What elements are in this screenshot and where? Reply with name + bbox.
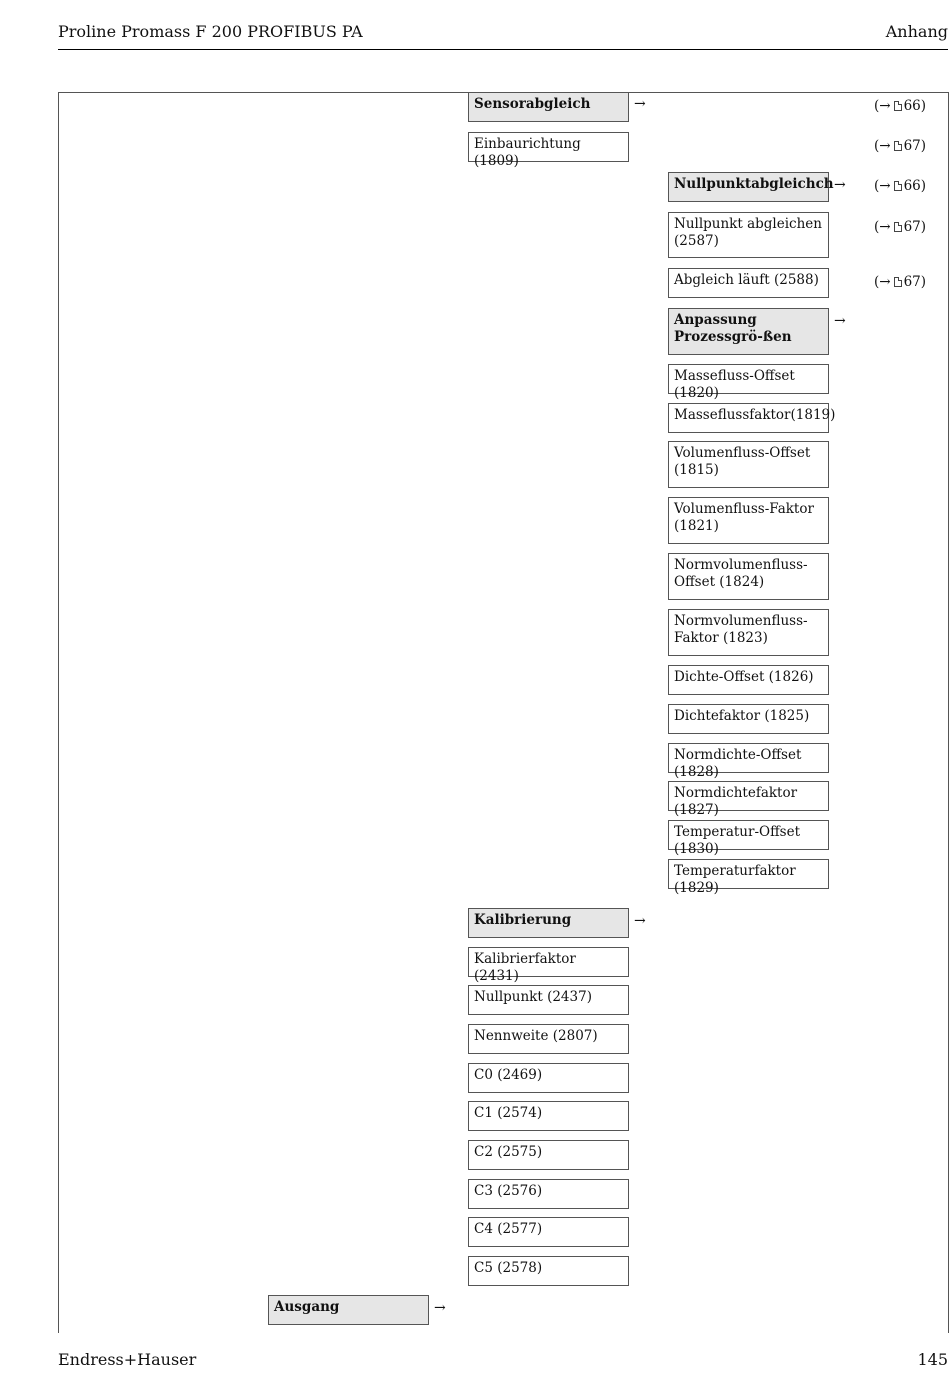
ref-prefix: (→ [874, 178, 891, 194]
param-c4[interactable]: C4 (2577) [468, 1217, 629, 1247]
param-dichte-offset[interactable]: Dichte-Offset (1826) [668, 665, 829, 695]
menu-kalibrierung[interactable]: Kalibrierung [468, 908, 629, 938]
param-temperatur-offset[interactable]: Temperatur-Offset (1830) [668, 820, 829, 850]
menu-ausgang[interactable]: Ausgang [268, 1295, 429, 1325]
param-normvolumenfluss-offset[interactable]: Normvolumenfluss-Offset (1824) [668, 553, 829, 600]
arrow-right-icon: → [634, 96, 646, 112]
param-nennweite[interactable]: Nennweite (2807) [468, 1024, 629, 1054]
param-nullpunkt[interactable]: Nullpunkt (2437) [468, 985, 629, 1015]
arrow-right-icon: → [834, 313, 846, 329]
param-kalibrierfaktor[interactable]: Kalibrierfaktor (2431) [468, 947, 629, 977]
ref-prefix: (→ [874, 98, 891, 114]
page-ref-abgleich-laeuft[interactable] [874, 274, 926, 290]
param-volumenfluss-offset[interactable]: Volumenfluss-Offset (1815) [668, 441, 829, 488]
param-abgleich-laeuft[interactable]: Abgleich läuft (2588) [668, 268, 829, 298]
page-icon [894, 277, 902, 287]
ref-prefix: (→ [874, 219, 891, 235]
param-temperaturfaktor[interactable]: Temperaturfaktor (1829) [668, 859, 829, 889]
ref-prefix: (→ [874, 138, 891, 154]
menu-anpassung-prozessgroessen[interactable]: Anpassung Prozessgrö-ßen [668, 308, 829, 355]
menu-nullpunktabgleich[interactable]: Nullpunktabgleichch [668, 172, 829, 202]
param-volumenfluss-faktor[interactable]: Volumenfluss-Faktor (1821) [668, 497, 829, 544]
page-ref-nullpunktabgleich[interactable] [874, 178, 926, 194]
ref-page: 67) [903, 219, 927, 235]
ref-prefix: (→ [874, 274, 891, 290]
param-dichtefaktor[interactable]: Dichtefaktor (1825) [668, 704, 829, 734]
page-header-title: Proline Promass F 200 PROFIBUS PA [58, 22, 363, 41]
param-c5[interactable]: C5 (2578) [468, 1256, 629, 1286]
param-c2[interactable]: C2 (2575) [468, 1140, 629, 1170]
header-rule [58, 49, 948, 50]
param-normdichtefaktor[interactable]: Normdichtefaktor (1827) [668, 781, 829, 811]
ref-page: 66) [903, 98, 927, 114]
param-masseflussfaktor[interactable]: Masseflussfaktor(1819) [668, 403, 829, 433]
page-icon [894, 222, 902, 232]
arrow-right-icon: → [634, 913, 646, 929]
ref-page: 67) [903, 138, 927, 154]
ref-page: 66) [903, 178, 927, 194]
page-icon [894, 181, 902, 191]
param-einbaurichtung[interactable]: Einbaurichtung (1809) [468, 132, 629, 162]
param-c1[interactable]: C1 (2574) [468, 1101, 629, 1131]
footer-page-number: 145 [917, 1350, 948, 1369]
param-normvolumenfluss-faktor[interactable]: Normvolumenfluss-Faktor (1823) [668, 609, 829, 656]
page-ref-einbaurichtung[interactable] [874, 138, 926, 154]
arrow-right-icon: → [834, 177, 846, 193]
page-ref-sensorabgleich[interactable] [874, 98, 926, 114]
menu-sensorabgleich[interactable]: Sensorabgleich [468, 92, 629, 122]
page-ref-nullpunkt-abgleichen[interactable] [874, 219, 926, 235]
param-massefluss-offset[interactable]: Massefluss-Offset (1820) [668, 364, 829, 394]
param-c3[interactable]: C3 (2576) [468, 1179, 629, 1209]
param-normdichte-offset[interactable]: Normdichte-Offset (1828) [668, 743, 829, 773]
page-header-section: Anhang [885, 22, 948, 41]
param-nullpunkt-abgleichen[interactable]: Nullpunkt abgleichen (2587) [668, 212, 829, 258]
param-c0[interactable]: C0 (2469) [468, 1063, 629, 1093]
page-icon [894, 141, 902, 151]
page-icon [894, 101, 902, 111]
footer-company: Endress+Hauser [58, 1350, 197, 1369]
arrow-right-icon: → [434, 1300, 446, 1316]
ref-page: 67) [903, 274, 927, 290]
